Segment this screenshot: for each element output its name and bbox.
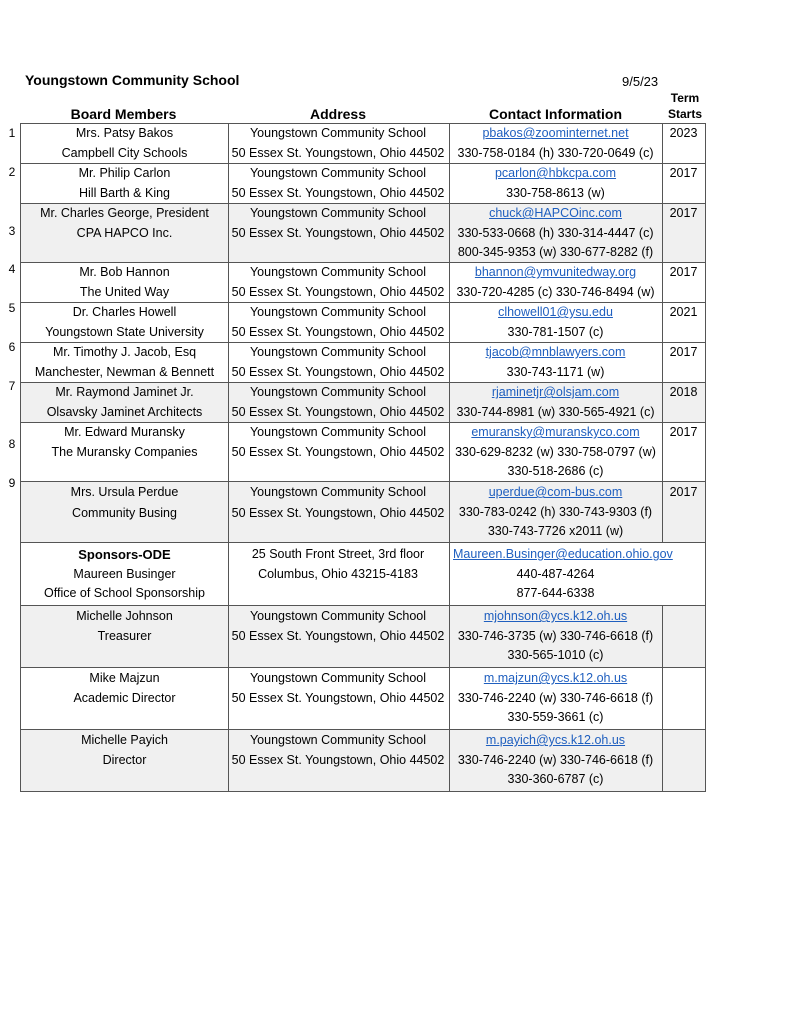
address-line-2: 50 Essex St. Youngstown, Ohio 44502 — [231, 185, 445, 200]
phone-numbers-2: 330-565-1010 (c) — [507, 648, 604, 662]
phone-numbers-2: 800-345-9353 (w) 330-677-8282 (f) — [457, 245, 654, 259]
phone-numbers-2: 330-743-7726 x2011 (w) — [487, 524, 624, 538]
phone-numbers: 330-758-0184 (h) 330-720-0649 (c) — [457, 145, 654, 160]
phone-numbers: 330-746-2240 (w) 330-746-6618 (f) — [457, 690, 654, 705]
email-link[interactable]: tjacob@mnblawyers.com — [485, 345, 626, 359]
row-number: 1 — [8, 126, 16, 140]
staff-role: Academic Director — [73, 690, 176, 705]
phone-numbers: 330-743-1171 (w) — [506, 364, 605, 379]
sponsor-email-link[interactable]: Maureen.Businger@education.ohio.gov — [453, 547, 673, 561]
email-link[interactable]: m.payich@ycs.k12.oh.us — [485, 733, 626, 747]
table-row — [20, 303, 706, 343]
member-organization: Youngstown State University — [45, 324, 204, 339]
member-name: Mr. Timothy J. Jacob, Esq — [52, 345, 197, 359]
term-start: 2017 — [669, 166, 698, 180]
document-date: 9/5/23 — [622, 74, 659, 89]
address-line-1: Youngstown Community School — [249, 206, 427, 220]
board-table — [20, 123, 706, 792]
phone-numbers: 330-720-4285 (c) 330-746-8494 (w) — [456, 284, 655, 299]
sponsor-phone-1: 440-487-4264 — [516, 566, 595, 581]
address-line-2: 50 Essex St. Youngstown, Ohio 44502 — [231, 145, 445, 160]
member-name: Mrs. Ursula Perdue — [70, 485, 179, 499]
phone-numbers-2: 330-559-3661 (c) — [507, 710, 604, 724]
table-row — [20, 383, 706, 423]
address-line-2: 50 Essex St. Youngstown, Ohio 44502 — [231, 324, 445, 339]
term-start: 2017 — [669, 425, 698, 439]
header-term-line-2: Starts — [667, 107, 702, 121]
member-organization: Community Busing — [72, 505, 177, 520]
email-link[interactable]: uperdue@com-bus.com — [488, 485, 623, 499]
email-link[interactable]: clhowell01@ysu.edu — [498, 305, 613, 319]
staff-row — [20, 668, 706, 730]
member-organization: Olsavsky Jaminet Architects — [46, 404, 203, 419]
table-row — [20, 164, 706, 204]
header-term-line-1: Term — [670, 91, 700, 105]
email-link[interactable]: mjohnson@ycs.k12.oh.us — [483, 609, 628, 623]
address-line-2: 50 Essex St. Youngstown, Ohio 44502 — [231, 690, 445, 705]
address-line-1: Youngstown Community School — [249, 265, 427, 279]
staff-role: Director — [102, 752, 147, 767]
table-row — [20, 263, 706, 303]
table-row — [20, 204, 706, 263]
member-organization: Hill Barth & King — [78, 185, 170, 200]
member-organization: The United Way — [79, 284, 170, 299]
term-start: 2017 — [669, 345, 698, 359]
phone-numbers: 330-533-0668 (h) 330-314-4447 (c) — [457, 225, 654, 240]
email-link[interactable]: emuransky@muranskyco.com — [471, 425, 640, 439]
email-link[interactable]: pbakos@zoominternet.net — [482, 126, 629, 140]
row-number: 6 — [8, 340, 16, 354]
member-organization: Campbell City Schools — [61, 145, 188, 160]
address-line-1: Youngstown Community School — [249, 733, 427, 747]
email-link[interactable]: rjaminetjr@olsjam.com — [491, 385, 620, 399]
address-line-1: Youngstown Community School — [249, 166, 427, 180]
sponsor-phone-2: 877-644-6338 — [516, 586, 595, 600]
staff-name: Mike Majzun — [89, 671, 160, 685]
row-number: 4 — [8, 262, 16, 276]
phone-numbers-2: 330-518-2686 (c) — [507, 464, 604, 478]
address-line-2: 50 Essex St. Youngstown, Ohio 44502 — [231, 364, 445, 379]
staff-name: Michelle Payich — [81, 733, 168, 747]
member-name: Mr. Charles George, President — [40, 206, 209, 220]
staff-name: Michelle Johnson — [76, 609, 173, 623]
address-line-1: Youngstown Community School — [249, 385, 427, 399]
phone-numbers: 330-746-2240 (w) 330-746-6618 (f) — [457, 752, 654, 767]
phone-numbers: 330-629-8232 (w) 330-758-0797 (w) — [455, 444, 656, 459]
address-line-1: Youngstown Community School — [249, 425, 427, 439]
term-start: 2021 — [669, 305, 698, 319]
table-row — [20, 343, 706, 383]
table-row — [20, 423, 706, 482]
phone-numbers: 330-758-8613 (w) — [506, 185, 605, 200]
term-start: 2017 — [669, 485, 698, 499]
header-address: Address — [309, 106, 367, 122]
row-number: 8 — [8, 437, 16, 451]
email-link[interactable]: bhannon@ymvunitedway.org — [474, 265, 637, 279]
address-line-2: 50 Essex St. Youngstown, Ohio 44502 — [231, 444, 445, 459]
email-link[interactable]: pcarlon@hbkcpa.com — [494, 166, 617, 180]
header-term-starts — [664, 90, 706, 122]
address-line-2: 50 Essex St. Youngstown, Ohio 44502 — [231, 284, 445, 299]
member-name: Mr. Raymond Jaminet Jr. — [55, 385, 194, 399]
row-number: 7 — [8, 379, 16, 393]
term-start: 2017 — [669, 265, 698, 279]
sponsor-name: Maureen Businger — [73, 566, 176, 581]
school-title: Youngstown Community School — [25, 72, 240, 88]
member-name: Mr. Philip Carlon — [78, 166, 171, 180]
member-organization: Manchester, Newman & Bennett — [34, 364, 215, 379]
member-name: Dr. Charles Howell — [72, 305, 177, 319]
sponsor-office: Office of School Sponsorship — [44, 586, 205, 600]
term-start: 2023 — [669, 126, 698, 140]
email-link[interactable]: chuck@HAPCOinc.com — [489, 206, 622, 220]
sponsor-title: Sponsors-ODE — [78, 547, 171, 562]
member-organization: CPA HAPCO Inc. — [76, 225, 173, 240]
address-line-2: 50 Essex St. Youngstown, Ohio 44502 — [231, 628, 445, 643]
row-number: 2 — [8, 165, 16, 179]
address-line-2: 50 Essex St. Youngstown, Ohio 44502 — [231, 225, 445, 240]
phone-numbers: 330-781-1507 (c) — [507, 324, 604, 339]
staff-row — [20, 730, 706, 792]
address-line-1: Youngstown Community School — [249, 345, 427, 359]
member-name: Mr. Edward Muransky — [64, 425, 185, 439]
header-board-members: Board Members — [70, 106, 177, 122]
email-link[interactable]: m.majzun@ycs.k12.oh.us — [483, 671, 628, 685]
sponsor-row — [20, 543, 706, 606]
table-row — [20, 482, 706, 543]
row-number: 5 — [8, 301, 16, 315]
row-number: 3 — [8, 224, 16, 238]
table-row — [20, 124, 706, 164]
phone-numbers-2: 330-360-6787 (c) — [507, 772, 604, 786]
address-line-1: Youngstown Community School — [249, 126, 427, 140]
row-number: 9 — [8, 476, 16, 490]
sponsor-address-line-1: 25 South Front Street, 3rd floor — [251, 547, 425, 561]
member-name: Mrs. Patsy Bakos — [75, 126, 174, 140]
address-line-1: Youngstown Community School — [249, 305, 427, 319]
address-line-1: Youngstown Community School — [249, 485, 427, 499]
address-line-2: 50 Essex St. Youngstown, Ohio 44502 — [231, 404, 445, 419]
sponsor-address-line-2: Columbus, Ohio 43215-4183 — [258, 566, 418, 581]
term-start: 2017 — [669, 206, 698, 220]
header-contact-information: Contact Information — [489, 106, 622, 122]
phone-numbers: 330-744-8981 (w) 330-565-4921 (c) — [456, 404, 655, 419]
address-line-2: 50 Essex St. Youngstown, Ohio 44502 — [231, 505, 445, 520]
phone-numbers: 330-746-3735 (w) 330-746-6618 (f) — [457, 628, 654, 643]
staff-role: Treasurer — [97, 628, 152, 643]
address-line-2: 50 Essex St. Youngstown, Ohio 44502 — [231, 752, 445, 767]
term-start: 2018 — [669, 385, 698, 399]
staff-row — [20, 606, 706, 668]
member-name: Mr. Bob Hannon — [79, 265, 170, 279]
address-line-1: Youngstown Community School — [249, 671, 427, 685]
member-organization: The Muransky Companies — [51, 444, 198, 459]
address-line-1: Youngstown Community School — [249, 609, 427, 623]
phone-numbers: 330-783-0242 (h) 330-743-9303 (f) — [458, 504, 653, 519]
